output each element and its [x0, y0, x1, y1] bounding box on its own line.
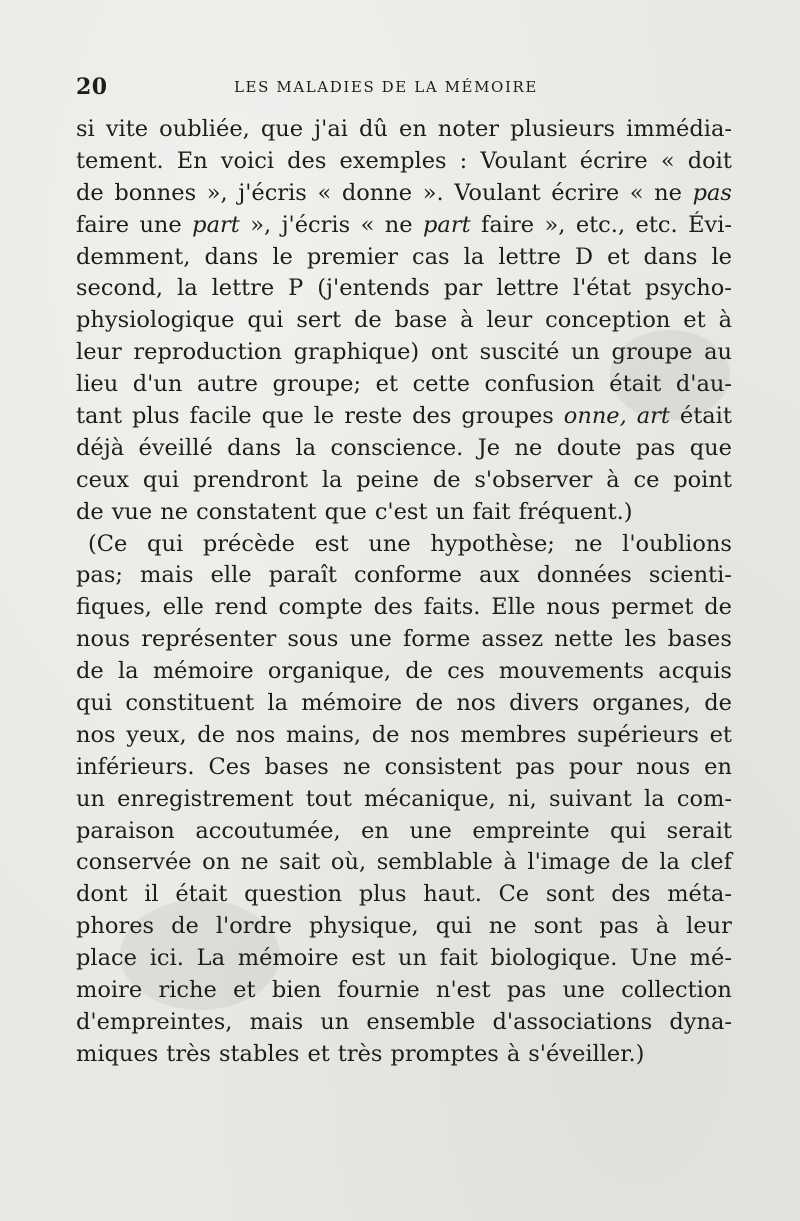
text-line: conservée on ne sait où, semblable à l'image de la clef [76, 849, 732, 876]
text-line: place ici. La mémoire est un fait biologique. Une mé- [76, 945, 732, 972]
text-line: (Ce qui précède est une hypothèse; ne l'oublions [88, 530, 732, 557]
text-line: miques très stables et très promptes à s'éveiller.) [76, 1040, 645, 1067]
running-title: LES MALADIES DE LA MÉMOIRE [234, 78, 538, 96]
text-line: de la mémoire organique, de ces mouvements acquis [76, 658, 732, 685]
text-line: si vite oubliée, que j'ai dû en noter plusieurs immédia- [76, 116, 732, 142]
body-text [76, 114, 732, 1071]
text-line: second, la lettre P (j'entends par lettre l'état psycho- [76, 275, 732, 302]
text-line: inférieurs. Ces bases ne consistent pas pour nous en [76, 753, 732, 780]
text-line: de vue ne constatent que c'est un fait fréquent.) [76, 498, 633, 525]
text-line: dont il était question plus haut. Ce sont des méta- [76, 881, 732, 908]
text-line: ceux qui prendront la peine de s'observer à ce point [76, 466, 732, 493]
text-line: pas; mais elle paraît conforme aux données scienti- [76, 562, 732, 589]
text-line: fiques, elle rend compte des faits. Elle nous permet de [76, 594, 732, 621]
text-line: tant plus facile que le reste des groupes onne, art était [76, 403, 732, 430]
text-line: d'empreintes, mais un ensemble d'associations dyna- [76, 1008, 732, 1035]
text-line: de bonnes », j'écris « donne ». Voulant écrire « ne pas [76, 179, 732, 206]
page-header [76, 74, 736, 102]
text-line: leur reproduction graphique) ont suscité un groupe au [76, 339, 732, 366]
page-number: 20 [76, 74, 108, 100]
text-line: faire une part », j'écris « ne part faire », etc., etc. Évi- [76, 211, 732, 238]
text-line: paraison accoutumée, en une empreinte qui serait [76, 817, 732, 844]
text-line: nous représenter sous une forme assez nette les bases [76, 626, 732, 653]
text-line: phores de l'ordre physique, qui ne sont pas à leur [76, 913, 732, 940]
text-line: qui constituent la mémoire de nos divers organes, de [76, 690, 732, 717]
text-line: tement. En voici des exemples : Voulant écrire « doit [76, 147, 732, 174]
text-line: nos yeux, de nos mains, de nos membres supérieurs et [76, 721, 732, 748]
text-line: un enregistrement tout mécanique, ni, suivant la com- [76, 785, 732, 812]
text-line: demment, dans le premier cas la lettre D et dans le [76, 243, 732, 270]
text-line: physiologique qui sert de base à leur conception et à [76, 307, 732, 334]
text-line: déjà éveillé dans la conscience. Je ne doute pas que [76, 434, 732, 461]
text-line: moire riche et bien fournie n'est pas une collection [76, 977, 732, 1004]
text-line: lieu d'un autre groupe; et cette confusion était d'au- [76, 371, 732, 398]
